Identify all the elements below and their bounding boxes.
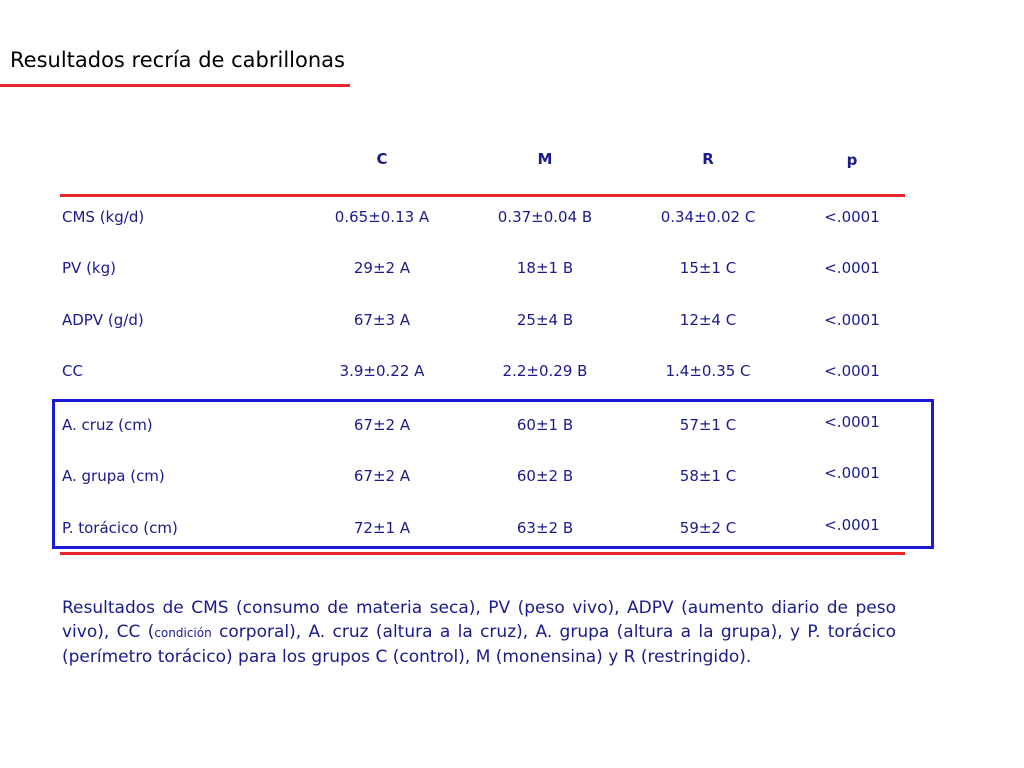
footnote-text-1: Resultados de CMS (consumo de materia seca), PV (peso vivo), ADPV (aumento diario de peso vivo), CC ( <box>62 598 896 642</box>
cell-r: 15±1 C <box>679 259 737 277</box>
cell-r: 1.4±0.35 C <box>665 362 751 380</box>
cell-p: <.0001 <box>824 311 880 329</box>
cell-p: <.0001 <box>824 208 880 226</box>
cell-r: 58±1 C <box>679 467 737 485</box>
row-label: A. cruz (cm) <box>62 416 153 434</box>
footnote-text-2: corporal), A. cruz (altura a la cruz), A. grupa (altura a la grupa), y P. torácico (perímetro torácico) para los grupos C (control), M (monensina) y R (restringido). <box>62 622 896 667</box>
cell-c: 0.65±0.13 A <box>334 208 430 226</box>
cell-c: 67±2 A <box>353 416 411 434</box>
cell-c: 29±2 A <box>353 259 411 277</box>
cell-m: 63±2 B <box>516 519 574 537</box>
table-bottom-rule <box>60 552 905 555</box>
row-label: CMS (kg/d) <box>62 208 145 226</box>
header-p: p <box>846 151 858 169</box>
cell-r: 0.34±0.02 C <box>660 208 756 226</box>
row-label: A. grupa (cm) <box>62 467 165 485</box>
cell-r: 12±4 C <box>679 311 737 329</box>
row-label: PV (kg) <box>62 259 116 277</box>
cell-c: 67±3 A <box>353 311 411 329</box>
cell-p: <.0001 <box>824 516 880 534</box>
cell-m: 2.2±0.29 B <box>502 362 588 380</box>
highlight-box <box>52 399 934 549</box>
cell-m: 60±1 B <box>516 416 574 434</box>
table-top-rule <box>60 194 905 197</box>
header-m: M <box>537 150 553 168</box>
header-r: R <box>702 150 714 168</box>
row-label: CC <box>62 362 83 380</box>
cell-p: <.0001 <box>824 464 880 482</box>
row-label: P. torácico (cm) <box>62 519 178 537</box>
header-c: C <box>376 150 388 168</box>
cell-m: 25±4 B <box>516 311 574 329</box>
footnote <box>62 596 896 669</box>
footnote-text-small: condición <box>154 626 212 640</box>
cell-c: 72±1 A <box>353 519 411 537</box>
cell-m: 60±2 B <box>516 467 574 485</box>
cell-p: <.0001 <box>824 259 880 277</box>
row-label: ADPV (g/d) <box>62 311 144 329</box>
cell-r: 59±2 C <box>679 519 737 537</box>
cell-p: <.0001 <box>824 413 880 431</box>
cell-r: 57±1 C <box>679 416 737 434</box>
cell-c: 3.9±0.22 A <box>339 362 425 380</box>
cell-m: 18±1 B <box>516 259 574 277</box>
slide-title: Resultados recría de cabrillonas <box>10 48 345 72</box>
title-underline <box>0 84 350 87</box>
cell-p: <.0001 <box>824 362 880 380</box>
cell-c: 67±2 A <box>353 467 411 485</box>
cell-m: 0.37±0.04 B <box>497 208 593 226</box>
